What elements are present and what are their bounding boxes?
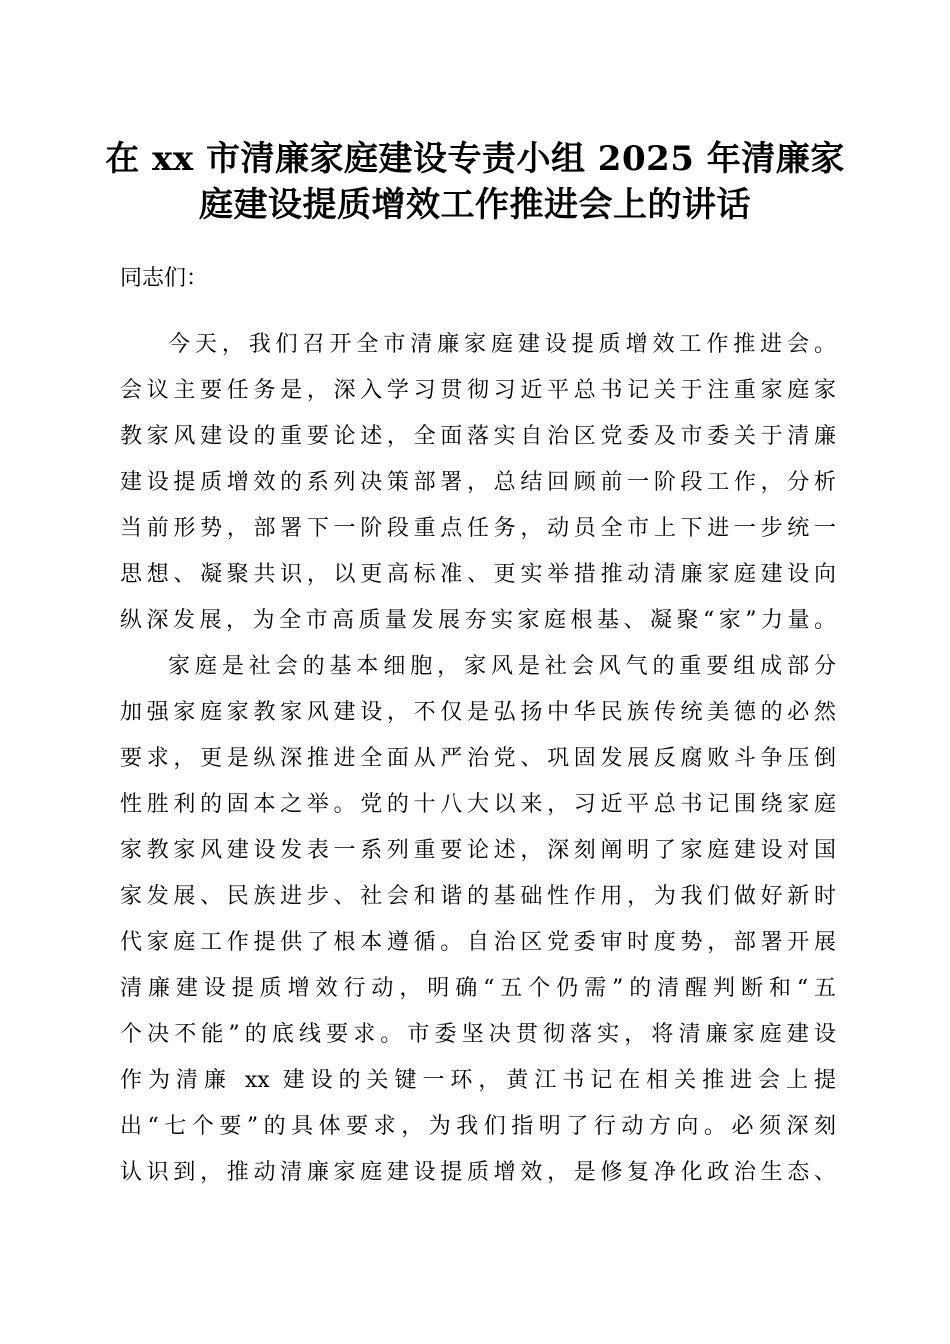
body-text (120, 322, 836, 1196)
paragraph-2-line: 家发展、民族进步、社会和谐的基础性作用，为我们做好新时 (120, 884, 836, 909)
paragraph-2-line: 性胜利的固本之举。党的十八大以来，习近平总书记围绕家庭 (120, 792, 836, 817)
paragraph-2-line: 代家庭工作提供了根本遵循。自治区党委审时度势，部署开展 (120, 930, 836, 955)
document-title (100, 136, 850, 228)
paragraph-1-line: 思想、凝聚共识，以更高标准、更实举措推动清廉家庭建设向 (120, 562, 836, 587)
paragraph-1-line: 纵深发展，为全市高质量发展夯实家庭根基、凝聚“家”力量。 (120, 608, 836, 633)
paragraph-2-line: 个决不能”的底线要求。市委坚决贯彻落实，将清廉家庭建设 (120, 1022, 836, 1047)
paragraph-2-line: 家教家风建设发表一系列重要论述，深刻阐明了家庭建设对国 (120, 838, 836, 863)
salutation: 同志们： (120, 266, 209, 291)
title-line-1: 在 xx 市清廉家庭建设专责小组 2025 年清廉家 (105, 139, 845, 179)
paragraph-1-line: 当前形势，部署下一阶段重点任务，动员全市上下进一步统一 (120, 516, 836, 541)
paragraph-1-line: 会议主要任务是，深入学习贯彻习近平总书记关于注重家庭家 (120, 378, 836, 403)
paragraph-1-line: 今天，我们召开全市清廉家庭建设提质增效工作推进会。 (168, 332, 836, 357)
paragraph-2-line: 出“七个要”的具体要求，为我们指明了行动方向。必须深刻 (120, 1114, 836, 1139)
paragraph-2-line: 要求，更是纵深推进全面从严治党、巩固发展反腐败斗争压倒 (120, 746, 836, 771)
paragraph-2-line: 加强家庭家教家风建设，不仅是弘扬中华民族传统美德的必然 (120, 700, 836, 725)
paragraph-2-line: 家庭是社会的基本细胞，家风是社会风气的重要组成部分 (168, 654, 836, 679)
title-line-2: 庭建设提质增效工作推进会上的讲话 (199, 185, 751, 225)
paragraph-2-line: 认识到，推动清廉家庭建设提质增效，是修复净化政治生态、 (120, 1160, 836, 1185)
paragraph-2-line: 清廉建设提质增效行动，明确“五个仍需”的清醒判断和“五 (120, 976, 836, 1001)
paragraph-1-line: 建设提质增效的系列决策部署，总结回顾前一阶段工作，分析 (120, 470, 836, 495)
paragraph-1-line: 教家风建设的重要论述，全面落实自治区党委及市委关于清廉 (120, 424, 836, 449)
paragraph-2-line: 作为清廉 xx 建设的关键一环，黄江书记在相关推进会上提 (120, 1068, 836, 1093)
